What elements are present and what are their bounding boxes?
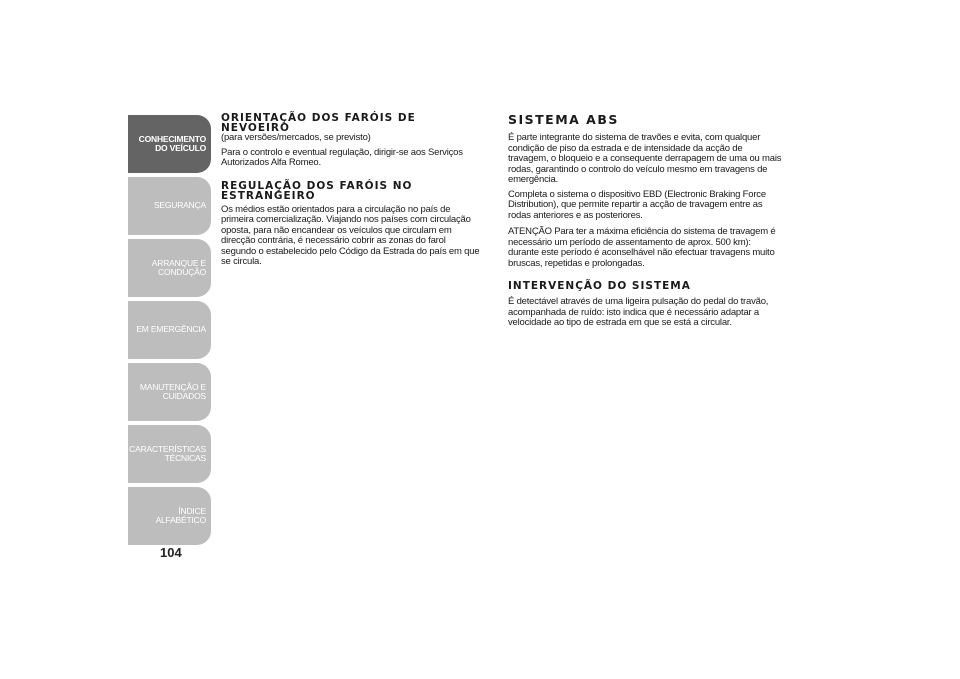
- left-column: [221, 113, 483, 268]
- chapter-sidebar: [128, 115, 211, 545]
- paragraph: Para o controlo e eventual regulação, dirigir-se aos Serviços Autorizados Alfa Romeo.: [221, 146, 463, 168]
- right-column: [508, 113, 783, 329]
- section-heading-headlights-abroad: REGULAÇÃO DOS FARÓIS NO ESTRANGEIRO: [221, 179, 413, 202]
- paragraph: É detectável através de uma ligeira pulsação do pedal do travão, acompanhada de ruído: isto indica que é necessário adaptar a velocidade ao tipo de estrada em que se está a circular.: [508, 296, 769, 328]
- tab-indice-alfabetico[interactable]: ÍNDICE ALFABÉTICO: [128, 487, 211, 545]
- section-heading-fog-lights: ORIENTAÇÃO DOS FARÓIS DE NEVOEIRO: [221, 112, 416, 134]
- tab-em-emergencia[interactable]: EM EMERGÊNCIA: [128, 301, 211, 359]
- paragraph: Completa o sistema o dispositivo EBD (Electronic Braking Force Distribution), que permite repartir a acção de travagem entre as rodas anteriores e as posteriores.: [508, 188, 766, 221]
- tab-conhecimento-do-veiculo[interactable]: CONHECIMENTO DO VEÍCULO: [128, 115, 211, 173]
- section-heading-system-intervention: INTERVENÇÃO DO SISTEMA: [508, 280, 691, 292]
- paragraph: É parte integrante do sistema de travões e evita, com qualquer condição de piso da estrada e de intensidade da acção de travagem, o bloqueio e a consequente derrapagem de uma ou mais rodas, garantindo o controlo do veículo mesmo em travagens de emergência.: [508, 132, 782, 185]
- section-heading-abs: SISTEMA ABS: [508, 112, 619, 127]
- tab-arranque-e-conducao[interactable]: ARRANQUE E CONDUÇÃO: [128, 239, 211, 297]
- paragraph: Os médios estão orientados para a circulação no país de primeira comercialização. Viajando nos países com circulação oposta, para não encandear os veículos que circulam em direcção contrária, é necessário cobrir as zonas do farol segundo o estabelecido pelo Código da Estrada do país em que se circula.: [221, 203, 480, 267]
- tab-caracteristicas-tecnicas[interactable]: CARACTERÍSTICAS TÉCNICAS: [128, 425, 211, 483]
- tab-manutencao-e-cuidados[interactable]: MANUTENÇÃO E CUIDADOS: [128, 363, 211, 421]
- section-note: (para versões/mercados, se previsto): [221, 132, 371, 143]
- tab-seguranca[interactable]: SEGURANÇA: [128, 177, 211, 235]
- warning-paragraph: ATENÇÃO Para ter a máxima eficiência do sistema de travagem é necessário um período de assentamento de aprox. 500 km): durante este período é aconselhável não efectuar travagens muito bruscas, repetidas e prolongadas.: [508, 226, 776, 269]
- page-number: 104: [160, 545, 182, 560]
